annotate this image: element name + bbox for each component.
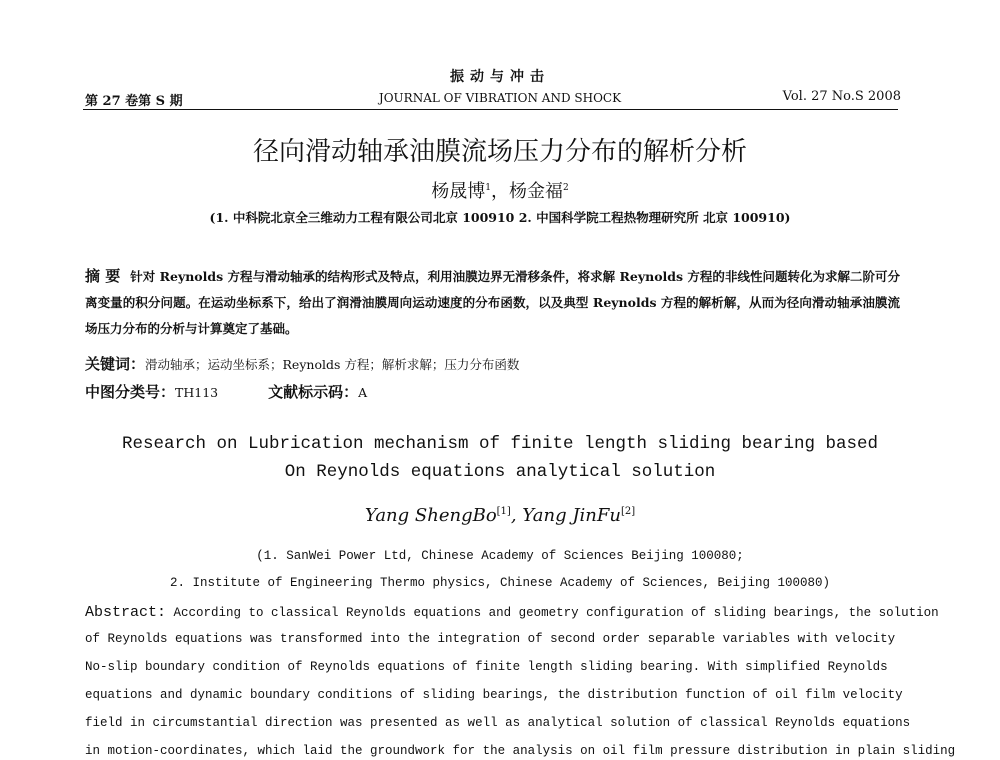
abstract-text-cn: 针对 Reynolds 方程与滑动轴承的结构形式及特点，利用油膜边界无滑移条件，将求解 Reynolds 方程的非线性问题转化为求解二阶可分离变量的积分问题。在运动坐标系下，给出了润滑油膜周向运动速度的分布函数，以及典型 Reynolds 方程的解析解，从而为径向滑动轴承油膜流场压力分布的分析与计算奠定了基础。 <box>85 269 900 336</box>
author-name-en: Yang JinFu <box>522 505 621 526</box>
abstract-en-line <box>85 604 939 621</box>
affiliation-en-line1: (1. SanWei Power Ltd, Chinese Academy of Sciences Beijing 100080; <box>256 549 744 563</box>
header-rule <box>83 109 898 110</box>
volume-label-en: Vol. 27 No.S 2008 <box>782 89 901 104</box>
abstract-en-line: in motion-coordinates, which laid the groundwork for the analysis on oil film pressure distribution in plain sliding <box>85 744 956 758</box>
keywords-label-cn: 关键词： <box>85 355 146 373</box>
author-name-en: Yang ShengBo <box>364 505 497 526</box>
author-name: 杨金福 <box>509 181 563 202</box>
keywords-text-cn: 滑动轴承；运动坐标系；Reynolds 方程；解析求解；压力分布函数 <box>145 357 520 372</box>
title-en-line1: Research on Lubrication mechanism of finite length sliding bearing based <box>121 434 879 454</box>
journal-name-en: JOURNAL OF VIBRATION AND SHOCK <box>378 91 622 105</box>
clc-label: 中图分类号： <box>85 383 176 401</box>
doc-code: A <box>358 385 368 400</box>
clc-code: TH113 <box>175 385 219 400</box>
abstract-en-line: No-slip boundary condition of Reynolds equations of finite length sliding bearing. With simplified Reynolds <box>85 660 888 674</box>
author-affiliation-mark-en: [1] <box>496 506 511 517</box>
abstract-label-cn: 摘 要 <box>85 267 121 285</box>
journal-name-cn: 振动与冲击 <box>450 69 550 85</box>
author-affiliation-mark-en: [2] <box>620 506 636 517</box>
page-title-cn: 径向滑动轴承油膜流场压力分布的解析分析 <box>252 137 747 167</box>
keywords-cn <box>85 353 519 374</box>
doc-code-label: 文献标示码： <box>268 383 359 401</box>
abstract-label-en: Abstract: <box>85 604 167 621</box>
abstract-en-line: equations and dynamic boundary conditions of sliding bearings, the distribution function of oil film velocity <box>85 688 903 702</box>
abstract-en-line: field in circumstantial direction was presented as well as analytical solution of classical Reynolds equations <box>85 716 911 730</box>
author-affiliation-mark: 2 <box>563 183 569 193</box>
author-separator-en: , <box>510 505 523 526</box>
authors-en <box>0 505 1000 526</box>
abstract-cn <box>85 263 900 342</box>
author-affiliation-mark: 1 <box>485 183 491 193</box>
title-en-line2: On Reynolds equations analytical solution <box>284 462 716 482</box>
classification-cn <box>85 381 367 402</box>
authors-cn <box>0 177 1000 203</box>
abstract-text-en: According to classical Reynolds equations and geometry configuration of sliding bearings, the solution <box>166 606 939 620</box>
author-name: 杨晟博 <box>431 181 486 202</box>
affiliation-en-line2: 2. Institute of Engineering Thermo physics, Chinese Academy of Sciences, Beijing 100080) <box>169 576 831 590</box>
affiliation-cn: (1. 中科院北京全三维动力工程有限公司北京 100910 2. 中国科学院工程热物理研究所 北京 100910) <box>209 210 791 225</box>
abstract-en-line: of Reynolds equations was transformed into the integration of second order separable variables with velocity <box>85 632 896 646</box>
author-separator: ， <box>491 181 509 202</box>
issue-label-cn: 第 27 卷第 S 期 <box>85 94 183 109</box>
